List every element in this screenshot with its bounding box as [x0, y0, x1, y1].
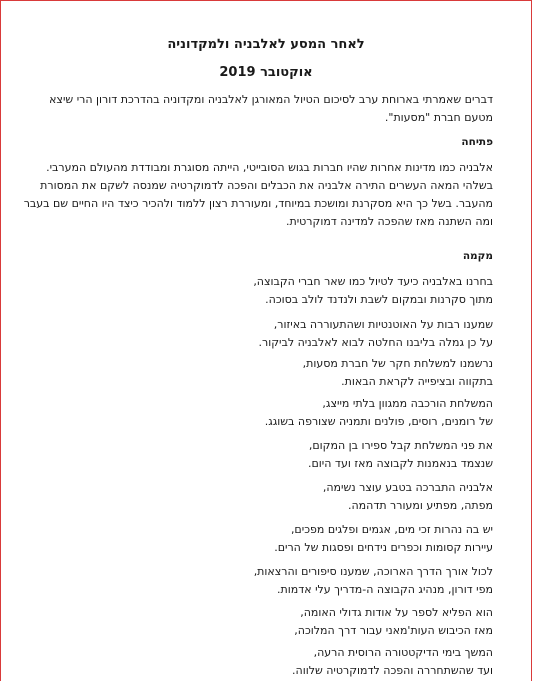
opening-paragraph: אלבניה כמו מדינות אחרות שהיו חברות בגוש הסובייטי, הייתה מסוגרת ומבודדת מהעולם המערבי. בשלהי המאה העשרים התירה אלבניה את הכבלים והפכה לדמוקרטיה שמנסה לשקם את המסורת מהעבר. בשל כך היא מסקרנת ומושכת במיוחד, ומעוררת רצון ללמוד ולהכיר כיצד היו החיים שם בעבר ומה השתנה מאז שהפכה למדינה דמוקרטית. [23, 161, 493, 228]
stanza-line: ועד שהשתחררה והפכה לדמוקרטיה שלווה. [292, 664, 493, 677]
section-heading-maqama: מקמה [462, 250, 493, 262]
section-heading-opening: פתיחה [461, 136, 493, 148]
stanza-line: מאז הכיבוש העות'מאני עבור דרך המלוכה, [294, 624, 493, 637]
stanza-line: הוא הפליא לספר על אודות גדולי האומה, [300, 606, 493, 619]
stanza-line: שנצמד בנאמנות לקבוצה מאז ועד היום. [308, 457, 493, 470]
stanza-line: מתוך סקרנות ובמקום לשבת ולנדנד לולב בסוכה. [265, 293, 493, 306]
stanza [23, 316, 493, 352]
stanza-line: בתקווה ובציפייה לקראת הבאות. [341, 375, 493, 388]
stanza-line: שמענו רבות על האוטנטיות ושהתעוררה באיזור, [273, 318, 493, 331]
stanza-line: בחרנו באלבניה כיעד לטיול כמו שאר חברי הקבוצה, [253, 275, 493, 288]
stanza-line: עיירות קסומות וכפרים נידחים ופסגות של הרים. [274, 541, 493, 554]
stanza-line: על כן גמלה בליבנו החלטה לבוא לאלבניה לביקור. [258, 336, 493, 349]
stanza-line: המשלחת הורכבה ממגוון בלתי מייצג, [322, 397, 493, 410]
stanza-line: המשך בימי הדיקטטורה הרוסית הרעה, [313, 646, 493, 659]
stanza [23, 355, 493, 391]
stanza [23, 273, 493, 309]
stanza-line: מפתה, מפתיע ומעורר תדהמה. [347, 499, 493, 512]
stanza-line: יש בה נהרות זכי מים, אגמים ופלגים מפכים, [290, 523, 493, 536]
stanza-line: את פני המשלחת קבל ספירו בן המקום, [308, 439, 493, 452]
stanza-line: נרשמנו למשלחת חקר של חברת מסעות, [302, 357, 493, 370]
document-date: אוקטובר 2019 [219, 65, 313, 80]
document-title: לאחר המסע לאלבניה ולמקדוניה [167, 37, 365, 52]
stanza [23, 563, 493, 599]
stanza-line: מפי דורון, מנהיג הקבוצה ה-מדריך עלי אדמות. [277, 583, 493, 596]
stanza [23, 437, 493, 473]
intro-paragraph: דברים שאמרתי בארוחת ערב לסיכום הטיול המאורגן לאלבניה ומקדוניה בהדרכת דורון הרי שיצא מטעם חברת "מסעות". [49, 93, 493, 124]
stanza [23, 395, 493, 431]
stanza-line: אלבניה התברכה בטבע עוצר נשימה, [322, 481, 493, 494]
stanza [23, 604, 493, 640]
stanza [23, 479, 493, 515]
stanza [23, 644, 493, 680]
stanza-line: של רומנים, רוסים, פולנים ותמניה שצורפה בשוגג. [264, 415, 493, 428]
stanza [23, 521, 493, 557]
stanza-line: לכול אורך הדרך הארוכה, שמענו סיפורים והרצאות, [253, 565, 493, 578]
